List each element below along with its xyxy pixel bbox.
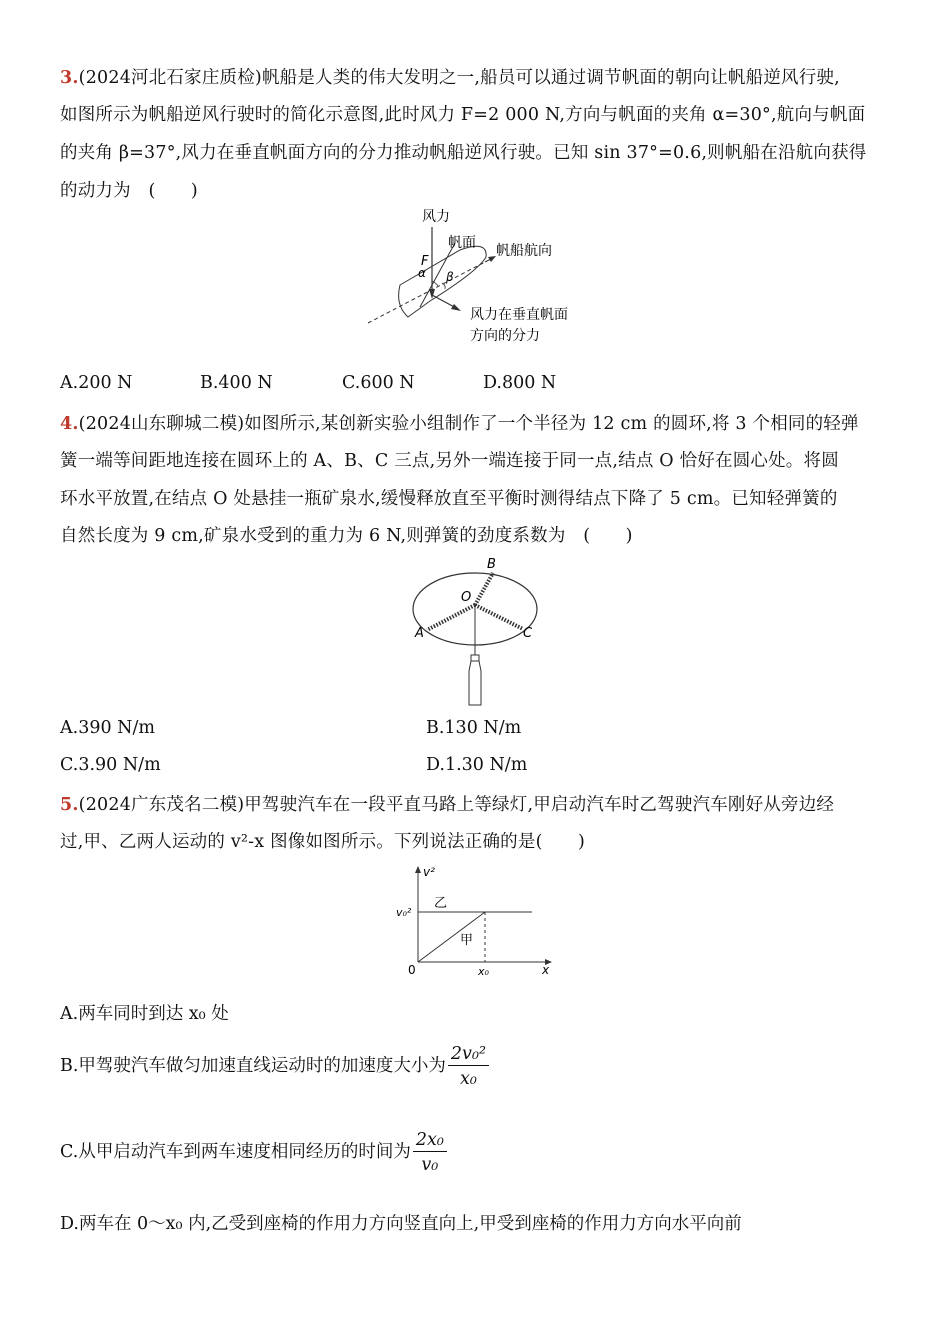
origin-label: 0: [408, 963, 416, 977]
line-jia: [418, 912, 485, 962]
label-C: C: [523, 626, 533, 641]
q5-text-1: (2024广东茂名二模)甲驾驶汽车在一段平直马路上等绿灯,甲启动汽车时乙驾驶汽车刚好从旁边经: [78, 795, 835, 815]
q5-option-c-text: C.从甲启动汽车到两车速度相同经历的时间为: [60, 1142, 411, 1162]
q5-number: 5.: [60, 795, 79, 815]
bottle-cap: [471, 655, 479, 661]
wind-force-arrow: [429, 289, 435, 299]
alpha-label: α: [418, 266, 426, 280]
q3-option-c[interactable]: C.600 N: [342, 373, 415, 393]
label-O: O: [461, 590, 472, 605]
q5-option-d[interactable]: D.两车在 0～x₀ 内,乙受到座椅的作用力方向竖直向上,甲受到座椅的作用力方向水平向前: [60, 1214, 742, 1234]
x-axis-label: x: [542, 963, 550, 977]
q4-option-a[interactable]: A.390 N/m: [60, 718, 155, 738]
yi-label: 乙: [434, 896, 448, 911]
q5-line-1: [60, 791, 834, 816]
q3-option-b[interactable]: B.400 N: [200, 373, 273, 393]
spring-oc: [475, 605, 523, 629]
q4-line-4: 自然长度为 9 cm,矿泉水受到的重力为 6 N,则弹簧的劲度系数为 ( ): [60, 526, 633, 546]
q5-option-b-numerator: 2v₀²: [448, 1044, 489, 1066]
q4-line-1: [60, 410, 859, 435]
v2-x-graph: [390, 862, 560, 982]
q4-line-3: 环水平放置,在结点 O 处悬挂一瓶矿泉水,缓慢释放直至平衡时测得结点下降了 5 cm。已知轻弹簧的: [60, 489, 838, 509]
bottle-body: [469, 661, 481, 705]
x0-label: x₀: [478, 965, 489, 978]
q4-number: 4.: [60, 414, 79, 434]
q5-line-2: 过,甲、乙两人运动的 v²-x 图像如图所示。下列说法正确的是( ): [60, 832, 586, 852]
q5-option-b[interactable]: [60, 1044, 489, 1089]
q3-number: 3.: [60, 68, 79, 88]
q5-option-a[interactable]: A.两车同时到达 x₀ 处: [60, 1004, 229, 1024]
ring-spring-figure: [405, 555, 545, 710]
sail-label: 帆面: [448, 235, 476, 251]
component-arrow: [451, 304, 461, 311]
q5-option-b-denominator: x₀: [460, 1069, 477, 1089]
q5-option-b-text: B.甲驾驶汽车做匀加速直线运动时的加速度大小为: [60, 1056, 446, 1076]
spring-oa: [427, 605, 475, 630]
q5-option-c[interactable]: [60, 1130, 447, 1175]
y-axis-label: v²: [423, 865, 435, 879]
heading-arrow-head: [488, 256, 496, 262]
q5-option-b-fraction: [448, 1044, 489, 1089]
q5-option-c-denominator: v₀: [421, 1155, 439, 1175]
sailboat-figure: [360, 205, 600, 355]
y-axis-arrow: [415, 866, 421, 873]
q3-option-d[interactable]: D.800 N: [483, 373, 557, 393]
spring-ob: [475, 573, 493, 605]
label-B: B: [487, 557, 496, 572]
wind-label: 风力: [422, 209, 450, 225]
q3-option-a[interactable]: A.200 N: [60, 373, 133, 393]
q5-option-c-fraction: [413, 1130, 447, 1175]
heading-label: 帆船航向: [496, 243, 552, 259]
v0sq-label: v₀²: [396, 906, 412, 919]
q4-option-c[interactable]: C.3.90 N/m: [60, 755, 161, 775]
q3-line-1: [60, 64, 840, 89]
q3-line-3: 的夹角 β=37°,风力在垂直帆面方向的分力推动帆船逆风行驶。已知 sin 37°=0.6,则帆船在沿航向获得: [60, 143, 867, 163]
component-label-1: 风力在垂直帆面: [470, 307, 568, 323]
q4-line-2: 簧一端等间距地连接在圆环上的 A、B、C 三点,另外一端连接于同一点,结点 O 恰好在圆心处。将圆: [60, 451, 839, 471]
q3-line-2: 如图所示为帆船逆风行驶时的简化示意图,此时风力 F=2 000 N,方向与帆面的夹角 α=30°,航向与帆面: [60, 105, 866, 125]
q4-option-b[interactable]: B.130 N/m: [426, 718, 522, 738]
q4-text-1: (2024山东聊城二模)如图所示,某创新实验小组制作了一个半径为 12 cm 的圆环,将 3 个相同的轻弹: [78, 414, 859, 434]
jia-label: 甲: [460, 933, 474, 948]
label-A: A: [415, 626, 424, 641]
q4-option-d[interactable]: D.1.30 N/m: [426, 755, 528, 775]
heading-dashed-line: [368, 262, 485, 323]
force-F-label: F: [421, 254, 429, 269]
q3-text-1: (2024河北石家庄质检)帆船是人类的伟大发明之一,船员可以通过调节帆面的朝向让帆船逆风行驶,: [78, 68, 840, 88]
component-label-2: 方向的分力: [470, 328, 540, 344]
q3-line-4: 的动力为 ( ): [60, 181, 198, 201]
q5-option-c-numerator: 2x₀: [413, 1130, 447, 1152]
beta-label: β: [446, 270, 454, 284]
